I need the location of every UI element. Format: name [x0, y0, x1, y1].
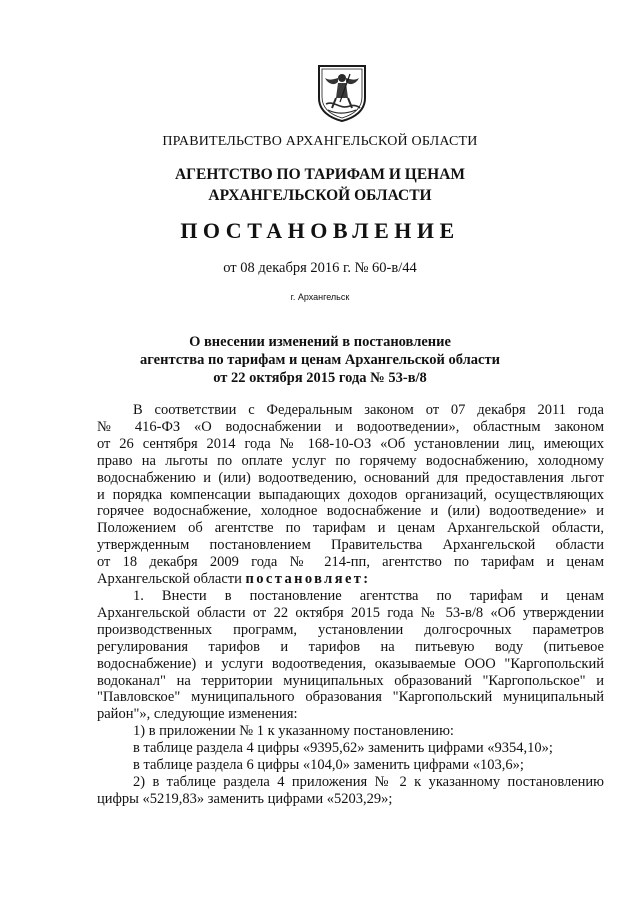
- subitem-2: 2) в таблице раздела 4 приложения № 2 к указанному постановлению: [133, 773, 604, 790]
- preamble-line: В соответствии с Федеральным законом от 07 декабря 2011 года: [133, 402, 604, 418]
- decides-keyword: постановляет:: [245, 571, 371, 588]
- preamble-line: Положением об агентстве по тарифам и ценам Архангельской области,: [97, 520, 604, 537]
- item1-line: регулирования тарифов и тарифов на питьевую воду (питьевое: [97, 638, 604, 655]
- government-name: ПРАВИТЕЛЬСТВО АРХАНГЕЛЬСКОЙ ОБЛАСТИ: [162, 134, 478, 149]
- subject-line: от 22 октября 2015 года № 53-в/8: [213, 370, 427, 386]
- decree-body: [97, 402, 604, 808]
- preamble-line: и порядка компенсации выпадающих доходов организаций, осуществляющих: [97, 486, 604, 503]
- subitem-1-change-b: в таблице раздела 6 цифры «104,0» заменить цифрами «103,6»;: [133, 757, 524, 774]
- subject-line: О внесении изменений в постановление: [189, 334, 451, 350]
- agency-name: [0, 164, 640, 206]
- document-type-title: ПОСТАНОВЛЕНИЕ: [180, 218, 460, 243]
- preamble-line: от 26 сентября 2014 года № 168-10-ОЗ «Об установлении лиц, имеющих: [97, 435, 604, 452]
- subitem-1: 1) в приложении № 1 к указанному постановлению:: [133, 723, 454, 740]
- item1-last-line: район"», следующие изменения:: [97, 706, 298, 723]
- subitem-1-change-a: в таблице раздела 4 цифры «9395,62» заменить цифрами «9354,10»;: [133, 740, 553, 757]
- preamble-line: право на льготы по оплате услуг по горячему водоснабжению, холодному: [97, 452, 604, 469]
- agency-name-line1: АГЕНТСТВО ПО ТАРИФАМ И ЦЕНАМ: [174, 166, 466, 183]
- preamble-line: водоснабжению и (или) водоотведению, оснований для предоставления льгот: [97, 469, 604, 486]
- preamble-last-line: [97, 571, 604, 588]
- preamble-last-text: Архангельской области: [97, 571, 246, 588]
- subject-line: агентства по тарифам и ценам Архангельской области: [140, 352, 500, 368]
- item1-line: Архангельской области от 22 октября 2015 года № 53-в/8 «Об утверждении: [97, 604, 604, 621]
- preamble-line: № 416-ФЗ «О водоснабжении и водоотведении», областным законом: [97, 418, 604, 435]
- coat-of-arms-emblem: [316, 64, 368, 122]
- preamble-line: от 18 декабря 2009 года № 214-пп, агентство по тарифам и ценам: [97, 554, 604, 571]
- preamble-line: утвержденным постановлением Правительства Архангельской области: [97, 537, 604, 554]
- item1-line: водоканал" на территории муниципальных образований "Каргопольское" и: [97, 672, 604, 689]
- item1-line: 1. Внести в постановление агентства по тарифам и ценам: [133, 587, 604, 604]
- item1-line: производственных программ, установлении долгосрочных параметров: [97, 621, 604, 638]
- decree-date-number: от 08 декабря 2016 г. № 60-в/44: [223, 260, 417, 276]
- preamble-line: горячее водоснабжение, холодное водоснабжение и (или) водоотведение» и: [97, 503, 604, 520]
- decree-subject: [0, 333, 640, 387]
- subitem-2-continued: цифры «5219,83» заменить цифрами «5203,29»;: [97, 790, 393, 807]
- agency-name-line2: АРХАНГЕЛЬСКОЙ ОБЛАСТИ: [208, 187, 432, 204]
- item1-line: водоснабжение) и услуги водоотведения, оказываемые ООО "Каргопольский: [97, 655, 604, 672]
- item1-line: "Павловское" муниципального образования "Каргопольский муниципальный: [97, 689, 604, 706]
- decree-city: г. Архангельск: [290, 292, 350, 302]
